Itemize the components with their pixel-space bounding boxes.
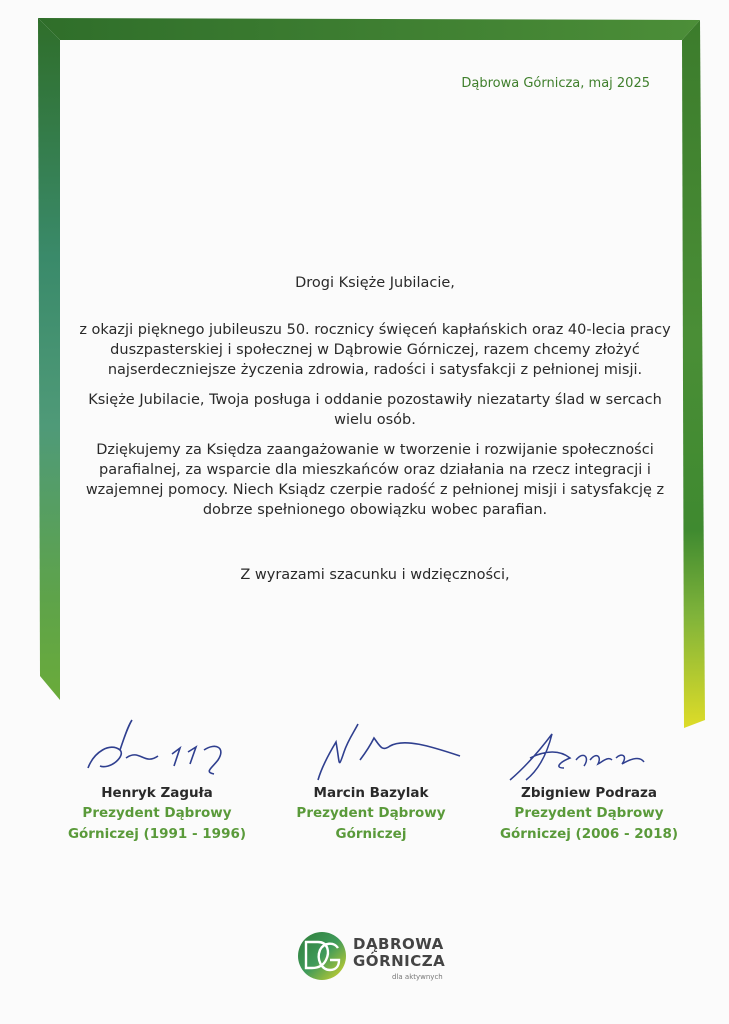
logo-tagline: dla aktywnych (392, 973, 443, 981)
paragraph: Dziękujemy za Księdza zaangażowanie w tworzenie i rozwijanie społeczności parafialnej, za wsparcie dla mieszkańców oraz działania na rzecz integracji i wzajemnej pomocy. Niech Ksiądz czerpie radość z pełnionej misji i satysfakcję z dobrze spełnionego obowiązku wobec parafian. (85, 442, 665, 518)
signature-henryk-zagula (80, 712, 240, 782)
signatory-name: Henryk Zaguła (101, 785, 213, 801)
signature-marcin-bazylak (300, 716, 480, 786)
signatory-2 (261, 783, 481, 845)
city-logo (296, 928, 456, 984)
paragraph: z okazji pięknego jubileuszu 50. rocznicy święceń kapłańskich oraz 40-lecia pracy duszpasterskiej i społecznej w Dąbrowie Górniczej, razem chcemy złożyć najserdeczniejsze życzenia zdrowia, radości i satysfakcji z pełnionej misji. (79, 322, 671, 378)
place-date: Dąbrowa Górnicza, maj 2025 (461, 76, 650, 91)
signatory-name: Zbigniew Podraza (521, 785, 657, 801)
closing: Z wyrazami szacunku i wdzięczności, (240, 567, 510, 583)
signatory-role: Prezydent Dąbrowy (296, 805, 446, 821)
signature-zbigniew-podraza (500, 728, 660, 788)
letter-body (70, 320, 680, 530)
paragraph: Księże Jubilacie, Twoja posługa i oddanie pozostawiły niezatarty ślad w sercach wielu osób. (88, 392, 662, 428)
logo-emblem-icon (296, 930, 348, 982)
signatory-role: Górniczej (1991 - 1996) (67, 826, 247, 842)
signatory-role: Górniczej (2006 - 2018) (499, 826, 679, 842)
logo-line-2: GÓRNICZA (353, 952, 446, 970)
signatory-role: Górniczej (335, 826, 407, 842)
frame-top-band (38, 18, 700, 40)
signatory-role: Prezydent Dąbrowy (82, 805, 232, 821)
signatory-name: Marcin Bazylak (313, 785, 429, 801)
frame-left-band (38, 18, 60, 700)
frame-right-band (682, 20, 705, 728)
signatory-1 (47, 783, 267, 845)
signatory-role: Prezydent Dąbrowy (514, 805, 664, 821)
greeting: Drogi Księże Jubilacie, (295, 275, 455, 291)
logo-line-1: DĄBROWA (353, 935, 444, 953)
signatory-3 (479, 783, 699, 845)
logo-text (353, 936, 445, 970)
